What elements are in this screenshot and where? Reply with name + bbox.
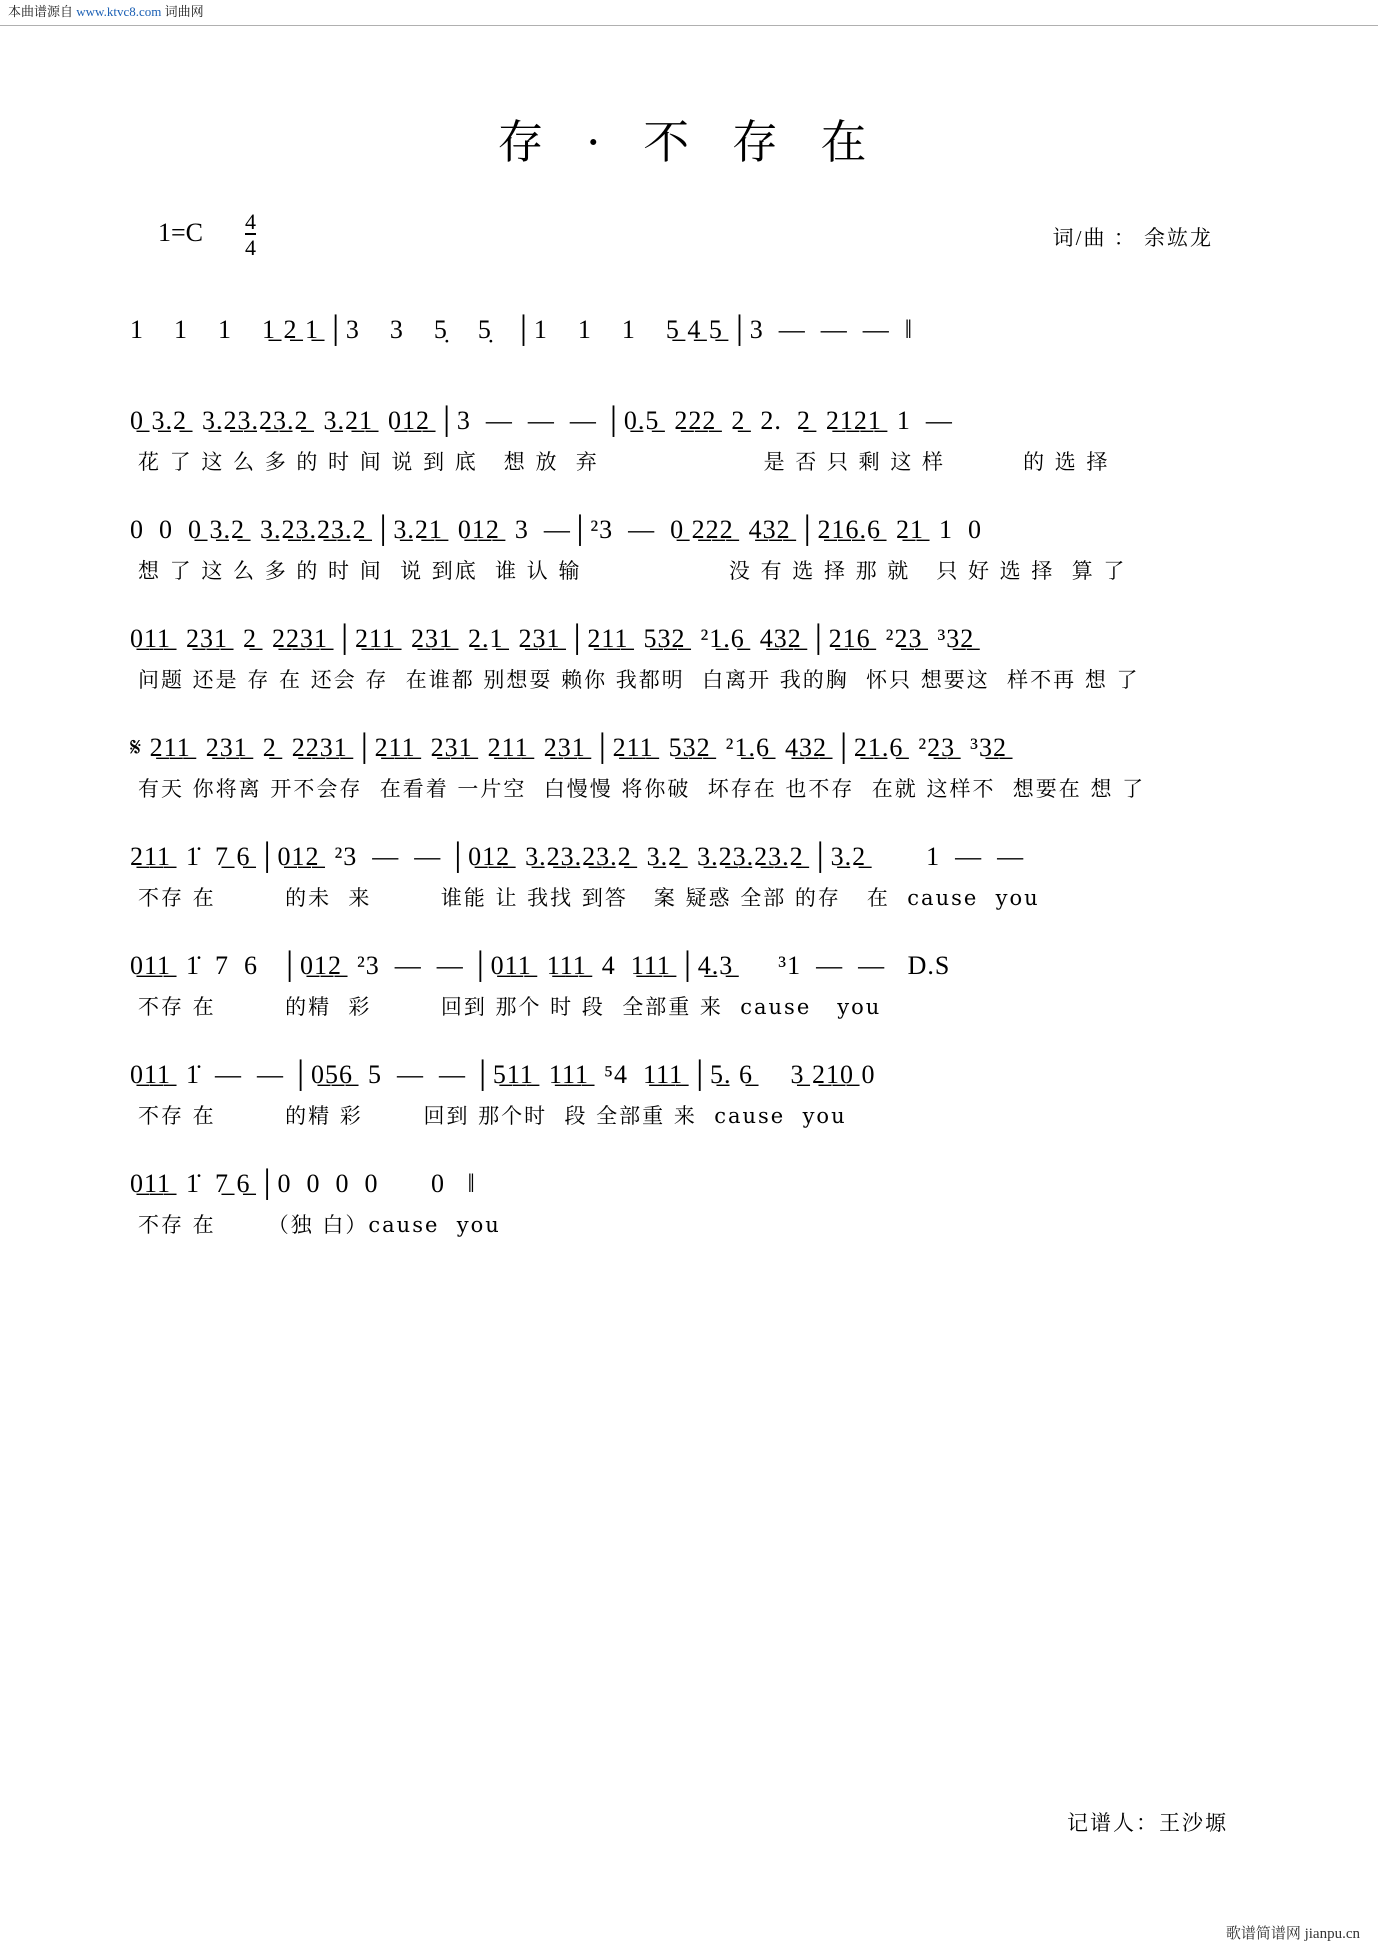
key-signature: 1=C [158, 218, 204, 247]
source-prefix: 本曲谱源自 [8, 4, 74, 19]
notation-line: 1 1 1 1̲ 2̲ 1̲ │3 3 5̣ 5̣ │1 1 1 5̲ 4̲ 5̲ │3 — — — ‖ [130, 315, 914, 344]
lyrics-line: 想 了 这 么 多 的 时 间 说 到底 谁 认 输 没 有 选 择 那 就 只 好 选 择 算 了 [138, 559, 1127, 583]
music-system [0, 510, 1378, 585]
music-system [0, 310, 1378, 351]
notation-line: 0̲1̲1̲ 2̲3̲1̲ 2̲ 2̲2̲3̲1̲ │2̲1̲1̲ 2̲3̲1̲ 2̲.1̲ 2̲3̲1̲ │2̲1̲1̲ 5̲3̲2̲ ²1̲.6̲ 4̲3̲2̲ │2̲1̲6̲ ²2̲3̲ ³3̲2̲ [130, 624, 975, 653]
lyrics-line: 不存 在 （独 白）cause you [138, 1213, 501, 1237]
music-system [0, 728, 1378, 803]
transcriber-credit: 记谱人：王沙塬 [1067, 1811, 1228, 1835]
lyrics-line: 问题 还是 存 在 还会 存 在谁都 别想耍 赖你 我都明 白离开 我的胸 怀只 想要这 样不再 想 了 [138, 668, 1140, 692]
lyrics-line: 不存 在 的精 彩 回到 那个 时 段 全部重 来 cause you [138, 995, 882, 1019]
music-system [0, 837, 1378, 912]
lyrics-line: 不存 在 的精 彩 回到 那个时 段 全部重 来 cause you [138, 1104, 847, 1128]
notation-line: 0̲1̲1̲ 1̇ 7̲ 6̲ │0 0 0 0 0 ‖ [130, 1169, 476, 1198]
lyrics-line: 花 了 这 么 多 的 时 间 说 到 底 想 放 弃 是 否 只 剩 这 样 的 选 择 [138, 450, 1110, 474]
music-system [0, 1164, 1378, 1239]
page-title: 存 · 不 存 在 [497, 115, 881, 169]
time-signature [245, 210, 256, 259]
score-metadata-row [0, 208, 1378, 264]
notation-line: 0̲ 3̲.2̲ 3̲.2̲3̲.2̲3̲.2̲ 3̲.2̲1̲ 0̲1̲2̲ │3 — — — │0̲.5̲ 2̲2̲2̲ 2̲ 2. 2̲ 2̲1̲2̲1̲ 1 — [130, 406, 953, 435]
music-system [0, 401, 1378, 476]
watermark-site: 歌谱简谱网 jianpu.cn [1225, 1926, 1360, 1942]
notation-line: 0̲1̲1̲ 1̇ — — │0̲5̲6̲ 5 — — │5̲1̲1̲ 1̲1̲1̲ ⁵4 1̲1̲1̲ │5̲. 6̲ 3̲ 2̲1̲0̲ 0 [130, 1060, 876, 1089]
sheet-music-page [0, 26, 1378, 1957]
music-system [0, 619, 1378, 694]
composer-credit: 词/曲 ： 余竑龙 [1052, 226, 1213, 250]
source-attribution-bar [0, 0, 1378, 26]
time-signature-denominator: 4 [245, 235, 256, 261]
notation-line: 2̲1̲1̲ 1̇ 7̲ 6̲ │0̲1̲2̲ ²3 — — │0̲1̲2̲ 3̲.2̲3̲.2̲3̲.2̲ 3̲.2̲ 3̲.2̲3̲.2̲3̲.2̲ │3̲.2̲ 1 — — [130, 842, 1025, 871]
music-system [0, 1055, 1378, 1130]
notation-line: 0 0 0̲ 3̲.2̲ 3̲.2̲3̲.2̲3̲.2̲ │3̲.2̲1̲ 0̲1̲2̲ 3 —│²3 — 0̲ 2̲2̲2̲ 4̲3̲2̲ │2̲1̲6̲.6̲ 2̲1̲ 1 0 [130, 515, 983, 544]
source-url[interactable]: www.ktvc8.com [76, 4, 162, 19]
notation-line: 0̲1̲1̲ 1̇ 7 6 │0̲1̲2̲ ²3 — — │0̲1̲1̲ 1̲1̲1̲ 4 1̲1̲1̲ │4̲.3̲ ³1 — — D.S [130, 951, 951, 980]
source-suffix: 词曲网 [164, 4, 204, 19]
lyrics-line: 有天 你将离 开不会存 在看着 一片空 白慢慢 将你破 坏存在 也不存 在就 这样不 想要在 想 了 [138, 777, 1146, 801]
notation-line: 𝄋 2̲1̲1̲ 2̲3̲1̲ 2̲ 2̲2̲3̲1̲ │2̲1̲1̲ 2̲3̲1̲ 2̲1̲1̲ 2̲3̲1̲ │2̲1̲1̲ 5̲3̲2̲ ²1̲.6̲ 4̲3̲2̲ │2̲1̲.6̲ ²2̲3̲ ³3̲2̲ [130, 733, 1007, 762]
lyrics-line: 不存 在 的未 来 谁能 让 我找 到答 案 疑惑 全部 的存 在 cause you [138, 886, 1040, 910]
time-signature-numerator: 4 [245, 209, 256, 234]
music-system [0, 946, 1378, 1021]
